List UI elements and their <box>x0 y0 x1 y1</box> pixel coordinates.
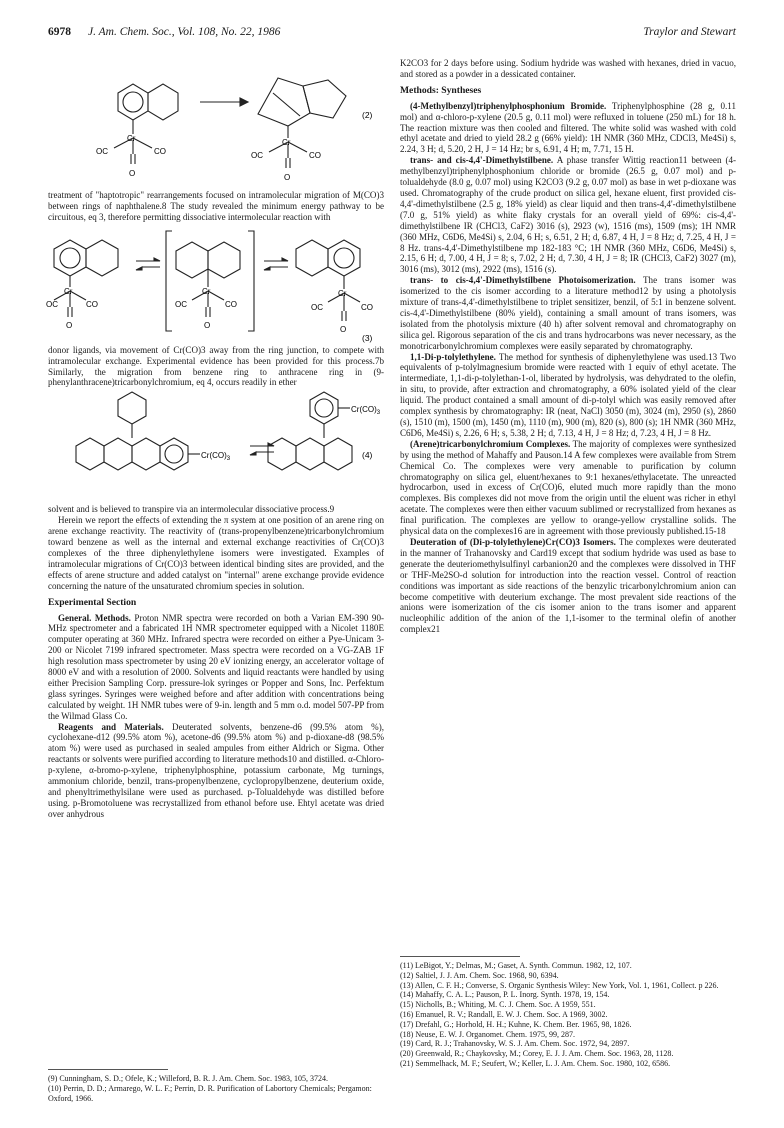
paragraph-photoisomerization <box>400 275 736 351</box>
reagents-body: Deuterated solvents, benzene-d6 (99.5% atom %), cyclohexane-d12 (99.5% atom %), acetone-d6 (99.5% atom %) and p-dioxane-d8 (98.5% atom %) were used as purchased in sealed ampules from either Aldrich or Sigma. Other reactants or solvents were purified according to literature methods10 and distilled. α-Chloro-p-xylene, α-bromo-p-xylene, triphenylphosphine, potassium carbonate, Mg turnings, ammonium chloride, benzil, trans-propenylbenzene, cyclopropylbenzene, deuterium oxide, and phenyltrimethylsilane were used as purchased. p-Tolualdehyde was distilled before using. p-Bromotoluene was recrystallized from ethanol before use. Ehtyl acetate was dried over anhydrous <box>48 721 384 819</box>
paragraph-arene-complexes <box>400 439 736 537</box>
eq2-oc-right: OC <box>251 151 263 160</box>
journal-citation: J. Am. Chem. Soc., Vol. 108, No. 22, 1986 <box>88 26 281 38</box>
arene-complexes-body: The majority of complexes were synthesized by using the method of Mahaffy and Pauson.14 A few complexes were available from Strem Chemical Co. The complexes were very amenable to purification by column chromatography on silica gel, eluent/hexanes to 9:1 hexanes/ethylacetate. The unreacted hydrocarbon, used in excess of Cr(CO)6, eluted much more rapidly than the mono complexes. Bis complexes did not move from the origin until the eluent was richer in ethyl acetate. The complexes were then either vacuum sublimed or recrystallized from hexanes as final purification. The complexes are yellow to orange-yellow crystalline solids. The physical data on the complexes16 are in agreement with those previously published.15-18 <box>400 438 736 537</box>
deuteration-title: Deuteration of (Di-p-tolylethylene)Cr(CO)3 Isomers. <box>410 536 616 547</box>
general-methods-title: General. Methods. <box>58 612 131 623</box>
eq3-o-c: O <box>340 324 347 334</box>
paragraph-reagents <box>48 722 384 820</box>
eq3-o-a: O <box>66 320 73 330</box>
general-methods-body: Proton NMR spectra were recorded on both a Varian EM-390 90-MHz spectrometer and a fabricated 1H NMR spectrometer equipped with a Nicolet 1180E computer operating at 360 MHz. Infrared spectra were recorded on either a Pye-Unicam 3-200 or Nicolet 7199 infrared spectrometer. Mass spectra were recorded on a VG-ZAB 1F high resolution mass spectrometer by using 20 eV ionizing energy, an accelerator voltage of 8000 eV and with a resolution of 2000. Solvents and liquid reactants were handled by using either Precision Sampling Corp. pressure-lok syringes or Popper and Sons, Inc. Perfektum glass syringes. Syringes were weighed before and after addition with concentrations being calculated by weight. 1H NMR tubes were of 9-in. length and 5 mm o.d. model 507-PP from the Wilmad Glass Co. <box>48 612 384 721</box>
reagents-title: Reagents and Materials. <box>58 721 164 732</box>
phosphonium-title: (4-Methylbenzyl)triphenylphosphonium Bromide. <box>410 100 607 111</box>
eq3-cr-b: Cr <box>202 286 211 296</box>
deuteration-body: The complexes were deuterated in the manner of Trahanovsky and Card19 except that sodium hydride was used as base to generate the deuteriomethylsulfinyl carbanion20 and the complexes were dissolved in THF or THF-Me2SO-d solution for introduction into the reaction vessel. Control of reaction conditions was important as side reactions of the benzylic tricarbonylchromium anion can become competitive with deuterium exchange. The most prevalent side reactions of the anions were isomerization of the cis isomer anion to the trans isomer and apparent nucleophilic addition of the anion of the 1,1-isomer to the terminal olefin of another complex21 <box>400 536 736 635</box>
dimethylstilbene-title: trans- and cis-4,4'-Dimethylstilbene. <box>410 155 554 166</box>
photoisomerization-title: trans- to cis-4,4'-Dimethylstilbene Photoisomerization. <box>410 275 636 286</box>
paragraph-ditolylethylene <box>400 352 736 439</box>
paragraph-k2co3: K2CO3 for 2 days before using. Sodium hydride was washed with hexanes, dried in vacuo, and stored as a powder in a dessicated container. <box>400 58 736 79</box>
eq4-number: (4) <box>362 450 373 461</box>
eq3-cr-c: Cr <box>338 288 347 298</box>
paragraph-general-methods <box>48 613 384 722</box>
footnote-9: (9) Cunningham, S. D.; Ofele, K.; Willeford, B. R. J. Am. Chem. Soc. 1983, 105, 3724. <box>48 1074 328 1083</box>
eq3-co-c: CO <box>361 302 373 312</box>
eq3-oc-c: OC <box>311 302 323 312</box>
left-footnotes <box>48 1063 384 1103</box>
eq3-o-b: O <box>204 320 211 330</box>
right-footnotes <box>400 950 736 1069</box>
paragraph-herein: Herein we report the effects of extending the π system at one position of an arene ring on arene exchange reactivity. The reactivity of (trans-propenylbenzene)tricarbonylchromium toward benzene as well as the internal and external exchange reactivities of Cr(CO)3 complexes of the three diphenylethylene isomers were investigated. Examples of intramolecular migrations of Cr(CO)3 between identical binding sites are provided, and the effects of arene structure and added catalyst on "internal" arene exchange provide evidence concerning the nature of the unsaturated chromium species in solution. <box>48 515 384 591</box>
scheme-eq3 <box>48 227 384 345</box>
eq2-cr-right: Cr <box>282 138 291 147</box>
phosphonium-body: Triphenylphosphine (28 g, 0.11 mol) and α-chloro-p-xylene (20.5 g, 0.11 mol) were refluxed in toluene (250 mL) for 18 h. The reaction mixture was then cooled and filtered. The white solid was washed with cold ethyl acetate and dried to yield 28.2 g (66% yield): 1H NMR (360 MHz, CDCl3, Me4Si) s, 2.24, 3 H; d, 5.20, 2 H, J = 14 Hz; br s, 6.91, 4 H; m, 7.71, 15 H. <box>400 100 736 155</box>
eq2-oc-left: OC <box>96 147 108 156</box>
footnote-18: (18) Neuse, E. W. J. Organomet. Chem. 1975, 99, 287. <box>400 1029 575 1039</box>
experimental-heading: Experimental Section <box>48 596 137 608</box>
footnote-19: (19) Card, R. J.; Trahanovsky, W. S. J. Am. Chem. Soc. 1972, 94, 2897. <box>400 1039 630 1049</box>
arene-complexes-title: (Arene)tricarbonylchromium Complexes. <box>410 438 571 449</box>
footnote-rule <box>48 1069 168 1070</box>
eq3-oc-a: OC <box>46 299 58 309</box>
eq2-cr-left: Cr <box>127 134 136 143</box>
running-header <box>48 26 736 44</box>
eq2-number: (2) <box>362 110 373 120</box>
footnote-10: (10) Perrin, D. D.; Armarego, W. L. F.; Perrin, D. R. Purification of Labortory Chemicals; Pergamon: Oxford, 1966. <box>48 1083 372 1103</box>
footnote-20: (20) Greenwald, R.; Chaykovsky, M.; Corey, E. J. J. Am. Chem. Soc. 1963, 28, 1128. <box>400 1049 674 1059</box>
eq4-crco3-right: $Cr(CO)_3$ <box>351 405 381 417</box>
scheme-eq4 <box>48 392 384 504</box>
eq2-co-right: CO <box>309 151 321 160</box>
left-column <box>48 58 384 820</box>
eq3-cr-a: Cr <box>64 286 73 296</box>
ditolylethylene-body: The method for synthesis of diphenylethylene was used.13 Two equivalents of p-tolylmagnesium bromide were reacted with 1 equiv of ethyl acetate. The intermediate, 1,1-di-p-tolylethan-1-ol, liberated by hydrolysis, was dehydrated to the olefin, in situ, to provide, after extraction and chromatography, a 60% isolated yield of the clear liquid. The product contained a small amount of di-p-tolyl which was easily removed after complex synthesis by chromatography: IR (neat, NaCl) 3050 (m), 3024 (m), 2950 (s), 2860 (s), 1510 (m), 1500 (m), 1450 (m), 1110 (m), 900 (m), 820 (s), 800 (s); 1H NMR (360 MHz, C6D6, Me4Si) s, 2.26, 6 H; s, 5.38, 2 H; d, 7.13, 4 H, J = 8 Hz; d, 7.23, 4 H, J = 8 Hz. <box>400 351 736 438</box>
footnote-rule-right <box>400 956 520 957</box>
footnote-13: (13) Allen, C. F. H.; Converse, S. Organic Synthesis Wiley: New York, Vol. 1, 1961, Collect. p 226. <box>400 980 719 990</box>
eq3-number: (3) <box>362 332 373 343</box>
footnote-15: (15) Nicholls, B.; Whiting, M. C. J. Chem. Soc. A 1959, 551. <box>400 1000 596 1010</box>
ditolylethylene-title: 1,1-Di-p-tolylethylene. <box>410 351 496 362</box>
running-authors: Traylor and Stewart <box>643 26 736 38</box>
eq2-o-left: O <box>129 169 136 178</box>
footnote-21: (21) Semmelhack, M. F.; Seufert, W.; Keller, L. J. Am. Chem. Soc. 1980, 102, 6586. <box>400 1058 671 1068</box>
eq3-co-b: CO <box>225 299 237 309</box>
eq4-structures <box>48 392 384 504</box>
paragraph-donor-ligands: donor ligands, via movement of Cr(CO)3 away from the ring junction, to compete with intramolecular exchange. Experimental evidence has been provided for this process.7b Similarly, the migration from benzene ring to anthracene ring in (9-phenylanthracene)tricarbonylchromium, eq 4, occurs readily in ether <box>48 344 384 388</box>
eq4-crco3-left: $Cr(CO)_3$ <box>201 451 231 463</box>
footnote-14: (14) Mahaffy, C. A. L.; Pauson, P. L. Inorg. Synth. 1978, 19, 154. <box>400 990 610 1000</box>
eq3-co-a: CO <box>86 299 98 309</box>
eq2-o-right: O <box>284 173 291 182</box>
syntheses-heading: Methods: Syntheses <box>400 84 482 96</box>
footnote-17: (17) Drefahl, G.; Horhold, H. H.; Kuhne, K. Chem. Ber. 1965, 98, 1826. <box>400 1019 632 1029</box>
dimethylstilbene-body: A phase transfer Wittig reaction11 between (4-methylbenzyl)triphenylphosphonium chloride or bromide (26.5 g, 0.07 mol) and p-tolualdehyde (8.0 g, 0.07 mol) using K2CO3 (9.2 g, 0.07 mol) as base in wet p-dioxane was used. Chromatography of the crude product on silica gel, hexane eluent, first provided cis-4,4'-dimethylstilbene (2.5 g, 18% yield) as clear liquid and then trans-4,4'-dimethylstilbene (7.0 g, 51% yield) as white flaky crystals for an overall yield of 69%: cis-4,4'-dimethylstilbene IR (CHCl3, CaF2) 3016 (s), 2923 (w), 1516 (ms), 1509 (ms); 1H NMR (360 MHz, C6D6, Me4Si) s, 2.04, 6 H; s, 6.51, 2 H; d, 6.87, 4 H, J = 8 Hz; d, 7.25, 4 H, J = 8 Hz. trans-4,4'-Dimethylstilbene mp 182-183 °C; 1H NMR (360 MHz, C6D6, Me4Si) s, 2.15, 6 H; d, 7.00, 4 H, J = 8; s, 7.02, 2 H; d, 7.30, 4 H, J = 8; IR (CHCl3, CaF2) 3027 (m), 3016 (ms), 3012 (ms), 2922 (ms), 1516 (s). <box>400 155 737 275</box>
paragraph-phosphonium <box>400 101 736 156</box>
footnote-11: (11) LeBigot, Y.; Delmas, M.; Gaset, A. Synth. Commun. 1982, 12, 107. <box>400 961 632 970</box>
eq3-oc-b: OC <box>175 299 187 309</box>
paragraph-dimethylstilbene <box>400 155 736 275</box>
paragraph-ether-solvent: solvent and is believed to transpire via an intermolecular dissociative process.9 <box>48 504 335 515</box>
paragraph-deuteration <box>400 537 736 635</box>
photoisomerization-body: The trans isomer was isomerized to the cis isomer according to a literature method12 by using a photolysis mixture of trans-4,4'-dimethylstilbene to triplet sensitizer, benzil, of 5:1 in benzene solvent. cis-4,4'-Dimethylstilbene (80% yield), containing a small amount of trans isomers, was isolated from the photolysis mixture (40 h) after solvent removal and chromatography on silica gel. Rigorous separation of the cis and trans hydrocarbons was never necessary, as the monotricarbonylchromium complexes were easily separated by chromatography. <box>400 275 736 351</box>
footnote-16: (16) Emanuel, R. V.; Randall, E. W. J. Chem. Soc. A 1969, 3002. <box>400 1009 608 1019</box>
page-number: 6978 <box>48 26 71 38</box>
scheme-eq2 <box>48 58 384 190</box>
eq2-co-left: CO <box>154 147 166 156</box>
footnote-12: (12) Saltiel, J. J. Am. Chem. Soc. 1968, 90, 6394. <box>400 970 559 980</box>
right-column <box>400 58 736 635</box>
eq2-structures <box>48 58 384 190</box>
paragraph-haptotropic: treatment of "haptotropic" rearrangements focused on intramolecular migration of M(CO)3 between rings of naphthalene.8 The study revealed the minimum energy pathway to be circuitous, eq 3, therefore permitting dissociative intermolecular reaction with <box>48 190 384 222</box>
eq3-structures <box>48 227 384 345</box>
